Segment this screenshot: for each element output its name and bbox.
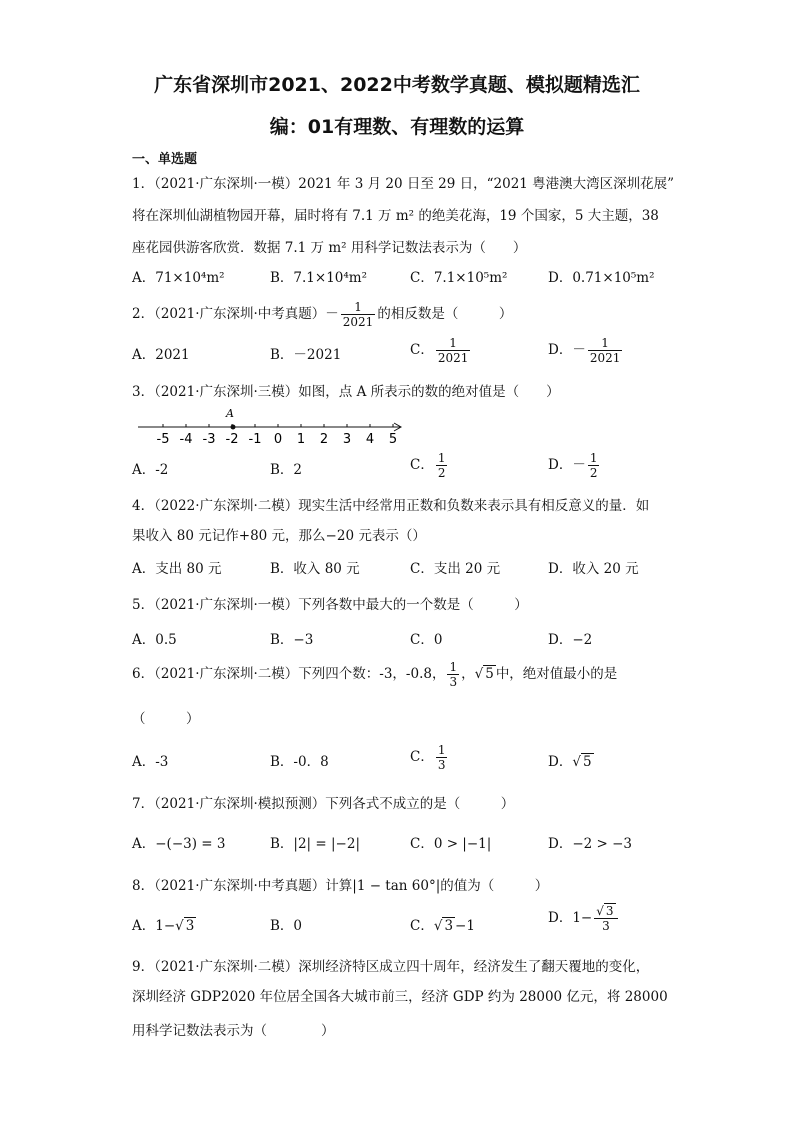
q2-option-d-label: D．－	[548, 342, 586, 358]
q1-option-c: C．7.1×10⁵m²	[410, 270, 508, 286]
point-a-label: A	[226, 407, 234, 420]
q3-option-b: B．2	[270, 462, 303, 478]
q6-d-sqrt: 5	[582, 754, 592, 770]
q6-stem: 6．（2021·广东深圳·二模）下列四个数：-3，-0.8， $\frac{1}{3}$ ，√ 5 中，绝对值最小的是	[132, 660, 618, 689]
q4-option-c: C．支出 20 元	[410, 561, 501, 577]
q8-option-c: C．√ 3 −1	[410, 918, 475, 934]
q8-d-fraction	[594, 904, 617, 933]
point-a-marker	[231, 425, 236, 430]
q1-line1: 1．（2021·广东深圳·一模）2021 年 3 月 20 日至 29 日，“2021 粤港澳大湾区深圳花展”	[132, 176, 675, 192]
q2-d-num: 1	[588, 336, 623, 351]
q8-d-sqrt: 3	[605, 904, 614, 918]
q8-option-d	[548, 904, 620, 933]
q3-d-num: 1	[589, 451, 598, 465]
q3-option-a: A．-2	[132, 462, 169, 478]
q8-c-post: −1	[455, 918, 475, 934]
q6-option-c	[410, 743, 449, 772]
q4-option-a: A．支出 80 元	[132, 561, 222, 577]
section-heading: 一、单选题	[132, 152, 198, 167]
q8-a-sqrt: 3	[185, 918, 195, 934]
number-line-tick-label: 1	[296, 432, 306, 447]
q2-option-d	[548, 336, 624, 365]
q2-fraction	[341, 300, 376, 329]
q7-option-d: D．−2 > −3	[548, 836, 633, 852]
q2-d-den: 2021	[589, 351, 621, 365]
q8-d-den: 3	[602, 919, 610, 933]
q3-option-d-fraction	[588, 451, 600, 480]
q5-option-d: D．−2	[548, 632, 593, 648]
q2-option-c-fraction	[436, 336, 471, 365]
q2-suffix: 的相反数是（ ）	[377, 306, 513, 322]
q8-option-a: A．1−√ 3	[132, 918, 195, 934]
q8-d-label: D．1−	[548, 910, 593, 926]
q6-third-den: 3	[449, 675, 458, 689]
q8-stem: 8．（2021·广东深圳·中考真题）计算|1 − tan 60°|的值为（ ）	[132, 878, 549, 894]
q5-stem: 5．（2021·广东深圳·一模）下列各数中最大的一个数是（ ）	[132, 597, 528, 613]
q8-option-b: B．0	[270, 918, 303, 934]
q3-option-c	[410, 451, 449, 480]
q4-line2: 果收入 80 元记作+80 元，那么−20 元表示（）	[132, 528, 426, 544]
q1-line3: 座花园供游客欣赏．数据 7.1 万 m² 用科学记数法表示为（ ）	[132, 240, 527, 256]
q3-c-num: 1	[437, 451, 446, 465]
number-line-tick-label: -4	[179, 432, 193, 447]
q7-stem: 7．（2021·广东深圳·模拟预测）下列各式不成立的是（ ）	[132, 796, 515, 812]
q9-line2: 深圳经济 GDP2020 年位居全国各大城市前三，经济 GDP 约为 28000 亿元，将 28000	[132, 989, 668, 1005]
q6-suffix: 中，绝对值最小的是	[495, 666, 618, 682]
q6-prefix: 6．（2021·广东深圳·二模）下列四个数：-3，-0.8，	[132, 666, 446, 682]
q5-option-a: A．0.5	[132, 632, 177, 648]
q6-third-fraction	[447, 660, 459, 689]
q1-option-b: B．7.1×10⁴m²	[270, 270, 368, 286]
q2-stem	[132, 300, 512, 329]
q2-fraction-num: 1	[341, 300, 376, 315]
number-line-tick-label: 4	[365, 432, 375, 447]
number-line-tick-label: 5	[388, 432, 398, 447]
q2-option-b: B．－2021	[270, 347, 342, 363]
q6-option-c-fraction	[436, 743, 448, 772]
q6-c-den: 3	[437, 758, 446, 772]
number-line-tick-label: -3	[202, 432, 216, 447]
q9-line3: 用科学记数法表示为（ ）	[132, 1023, 335, 1039]
q3-c-den: 2	[437, 466, 446, 480]
q2-option-d-fraction	[588, 336, 623, 365]
q7-option-b: B．|2| = |−2|	[270, 836, 360, 852]
q6-sqrt5: 5	[485, 666, 494, 682]
q3-option-d	[548, 451, 601, 480]
q2-option-c	[410, 336, 472, 365]
q6-option-c-label: C．	[410, 749, 434, 765]
q5-option-c: C．0	[410, 632, 443, 648]
q3-option-d-label: D．－	[548, 457, 586, 473]
q5-option-b: B．−3	[270, 632, 314, 648]
q6-option-b: B．-0．8	[270, 754, 329, 770]
q3-d-den: 2	[589, 466, 598, 480]
number-line-tick-label: 2	[319, 432, 329, 447]
q2-c-num: 1	[436, 336, 471, 351]
q6-third-num: 1	[449, 660, 458, 674]
q6-blank: （ ）	[132, 711, 200, 727]
number-line	[138, 405, 410, 447]
q7-option-a: A．−(−3) = 3	[132, 836, 226, 852]
number-line-tick-label: -5	[156, 432, 170, 447]
q4-option-d: D．收入 20 元	[548, 561, 639, 577]
q2-prefix: 2．（2021·广东深圳·中考真题）－	[132, 306, 339, 322]
q8-d-num: √ 3	[594, 904, 617, 919]
q8-c-label: C．	[410, 918, 434, 934]
q3-option-c-label: C．	[410, 457, 434, 473]
q2-fraction-den: 2021	[342, 315, 374, 329]
q3-stem: 3．（2021·广东深圳·三模）如图，点 A 所表示的数的绝对值是（ ）	[132, 384, 560, 400]
q1-option-a: A．71×10⁴m²	[132, 270, 225, 286]
number-line-tick-label: -2	[225, 432, 239, 447]
q2-c-den: 2021	[437, 351, 469, 365]
q1-option-d: D．0.71×10⁵m²	[548, 270, 655, 286]
q6-option-d-label: D．	[548, 754, 573, 770]
q6-option-d: D．√ 5	[548, 754, 592, 770]
q2-option-a: A．2021	[132, 347, 190, 363]
q8-c-sqrt: 3	[444, 918, 454, 934]
q3-option-c-fraction	[436, 451, 448, 480]
q9-line1: 9．（2021·广东深圳·二模）深圳经济特区成立四十周年，经济发生了翻天覆地的变化，	[132, 959, 650, 975]
q6-option-a: A．-3	[132, 754, 169, 770]
number-line-tick-label: 3	[342, 432, 352, 447]
doc-title-line1: 广东省深圳市2021、2022中考数学真题、模拟题精选汇	[154, 74, 640, 96]
q1-line2: 将在深圳仙湖植物园开幕，届时将有 7.1 万 m² 的绝美花海，19 个国家，5 大主题，38	[132, 208, 659, 224]
q4-line1: 4．（2022·广东深圳·二模）现实生活中经常用正数和负数来表示具有相反意义的量．如	[132, 498, 650, 514]
number-line-tick-label: 0	[273, 432, 283, 447]
doc-title-line2: 编：01有理数、有理数的运算	[269, 116, 525, 138]
q4-option-b: B．收入 80 元	[270, 561, 360, 577]
q2-option-c-label: C．	[410, 342, 434, 358]
number-line-tick-label: -1	[248, 432, 262, 447]
q6-c-num: 1	[437, 743, 446, 757]
q8-a-label: A．1−	[132, 918, 176, 934]
q7-option-c: C．0 > |−1|	[410, 836, 492, 852]
